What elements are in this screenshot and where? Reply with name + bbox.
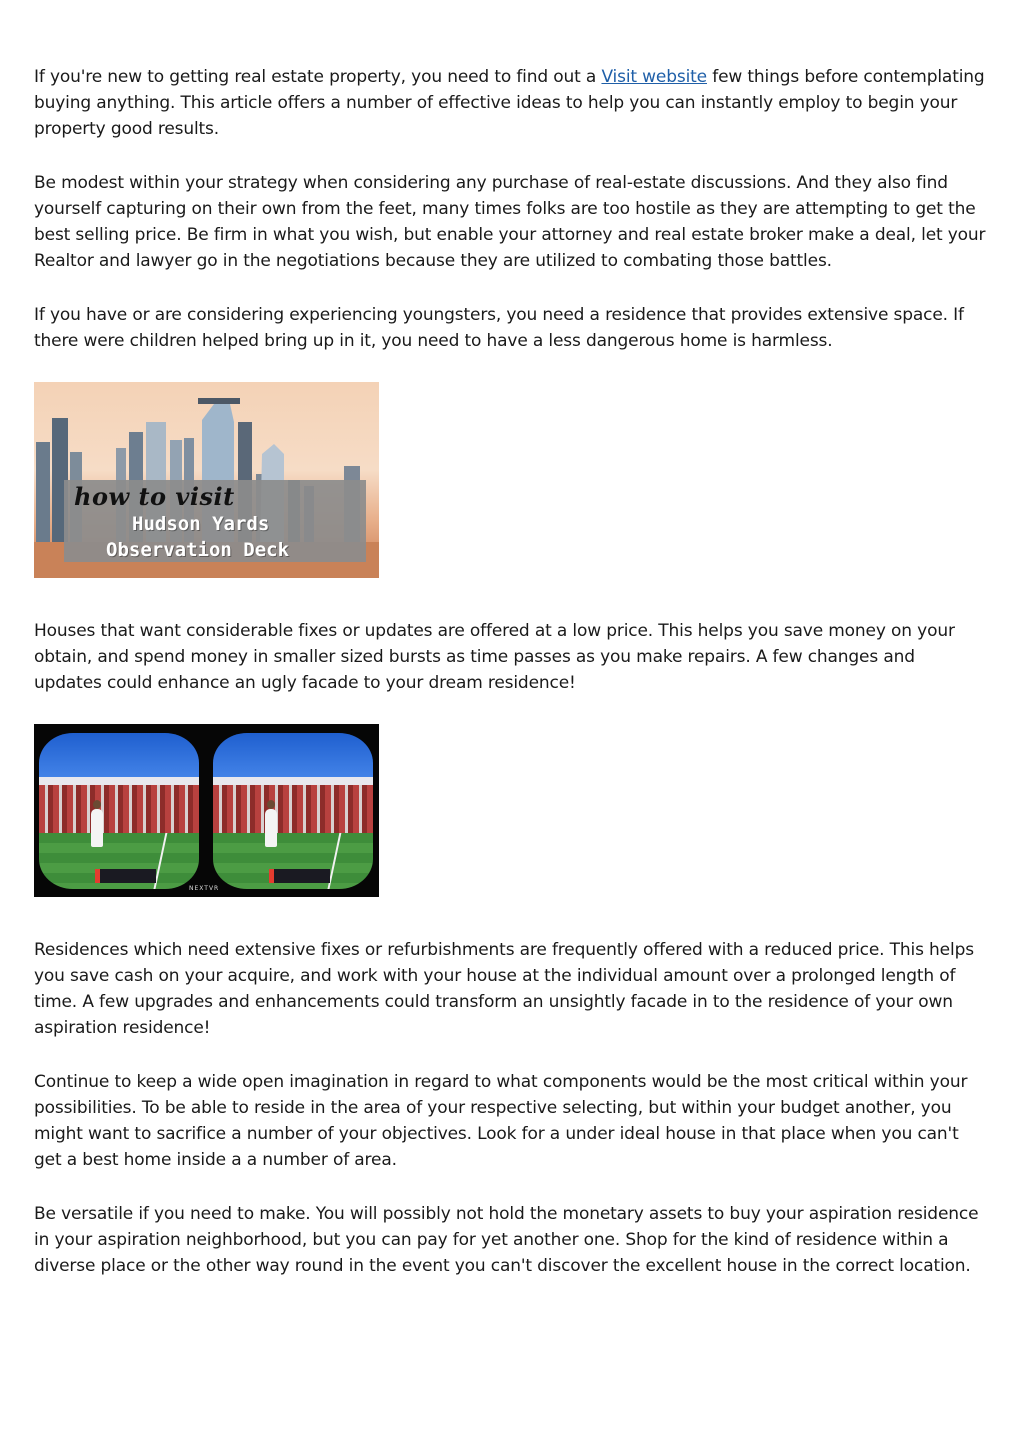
paragraph-negotiation: Be modest within your strategy when considering any purchase of real-estate discussions. And they also find yourself capturing on their own from the feet, many times folks are too hostile as they are attempting to get the best selling price. Be firm in what you wish, but enable your attorney and real estate broker make a deal, let your Realtor and lawyer go in the negotiations because they are utilized to combating those battles. bbox=[34, 173, 986, 271]
hudson-yards-image bbox=[34, 382, 379, 578]
paragraph-open-mind: Continue to keep a wide open imagination in regard to what components would be the most critical within your possibilities. To be able to reside in the area of your respective selecting, but within your budget another, you might want to sacrifice a number of your objectives. Look for a under ideal house in that place when you can't get a best home inside a a number of area. bbox=[34, 1072, 968, 1170]
player-figure bbox=[91, 809, 103, 847]
paragraph-intro bbox=[34, 64, 986, 142]
caption-script-text: how to visit bbox=[74, 482, 235, 511]
paragraph-versatile: Be versatile if you need to make. You will possibly not hold the monetary assets to buy your aspiration residence in your aspiration neighborhood, but you can pay for yet another one. Shop for the kind of residence within a diverse place or the other way round in the event you can't discover the excellent house in the correct location. bbox=[34, 1204, 979, 1276]
caption-line-2: Observation Deck bbox=[106, 539, 290, 561]
article-body bbox=[34, 64, 986, 1307]
vr-lens-left bbox=[39, 733, 199, 889]
intro-text-start: If you're new to getting real estate property, you need to find out a bbox=[34, 67, 602, 87]
paragraph-refurbishments: Residences which need extensive fixes or refurbishments are frequently offered with a reduced price. This helps you save cash on your acquire, and work with your house at the individual amount over a prolonged length of time. A few upgrades and enhancements could transform an unsightly facade in to the residence of your own aspiration residence! bbox=[34, 940, 974, 1038]
scoreboard-overlay bbox=[269, 869, 330, 883]
vr-stadium-image bbox=[34, 724, 379, 897]
player-figure bbox=[265, 809, 277, 847]
paragraph-children: If you have or are considering experiencing youngsters, you need a residence that provides extensive space. If there were children helped bring up in it, you need to have a less dangerous home is harmless. bbox=[34, 305, 964, 351]
nextvr-logo: NEXTVR bbox=[189, 885, 220, 892]
visit-website-link[interactable]: Visit website bbox=[601, 67, 707, 87]
scoreboard-overlay bbox=[95, 869, 156, 883]
paragraph-fixer-upper: Houses that want considerable fixes or updates are offered at a low price. This helps you save money on your obtain, and spend money in smaller sized bursts as time passes as you make repairs. A few changes and updates could enhance an ugly facade to your dream residence! bbox=[34, 621, 955, 693]
vr-lens-right bbox=[213, 733, 373, 889]
intro-text-end: few things before contemplating buying anything. This article offers a number of effective ideas to help you can instantly employ to begin your property good results. bbox=[34, 67, 985, 139]
caption-line-1: Hudson Yards bbox=[132, 513, 270, 535]
